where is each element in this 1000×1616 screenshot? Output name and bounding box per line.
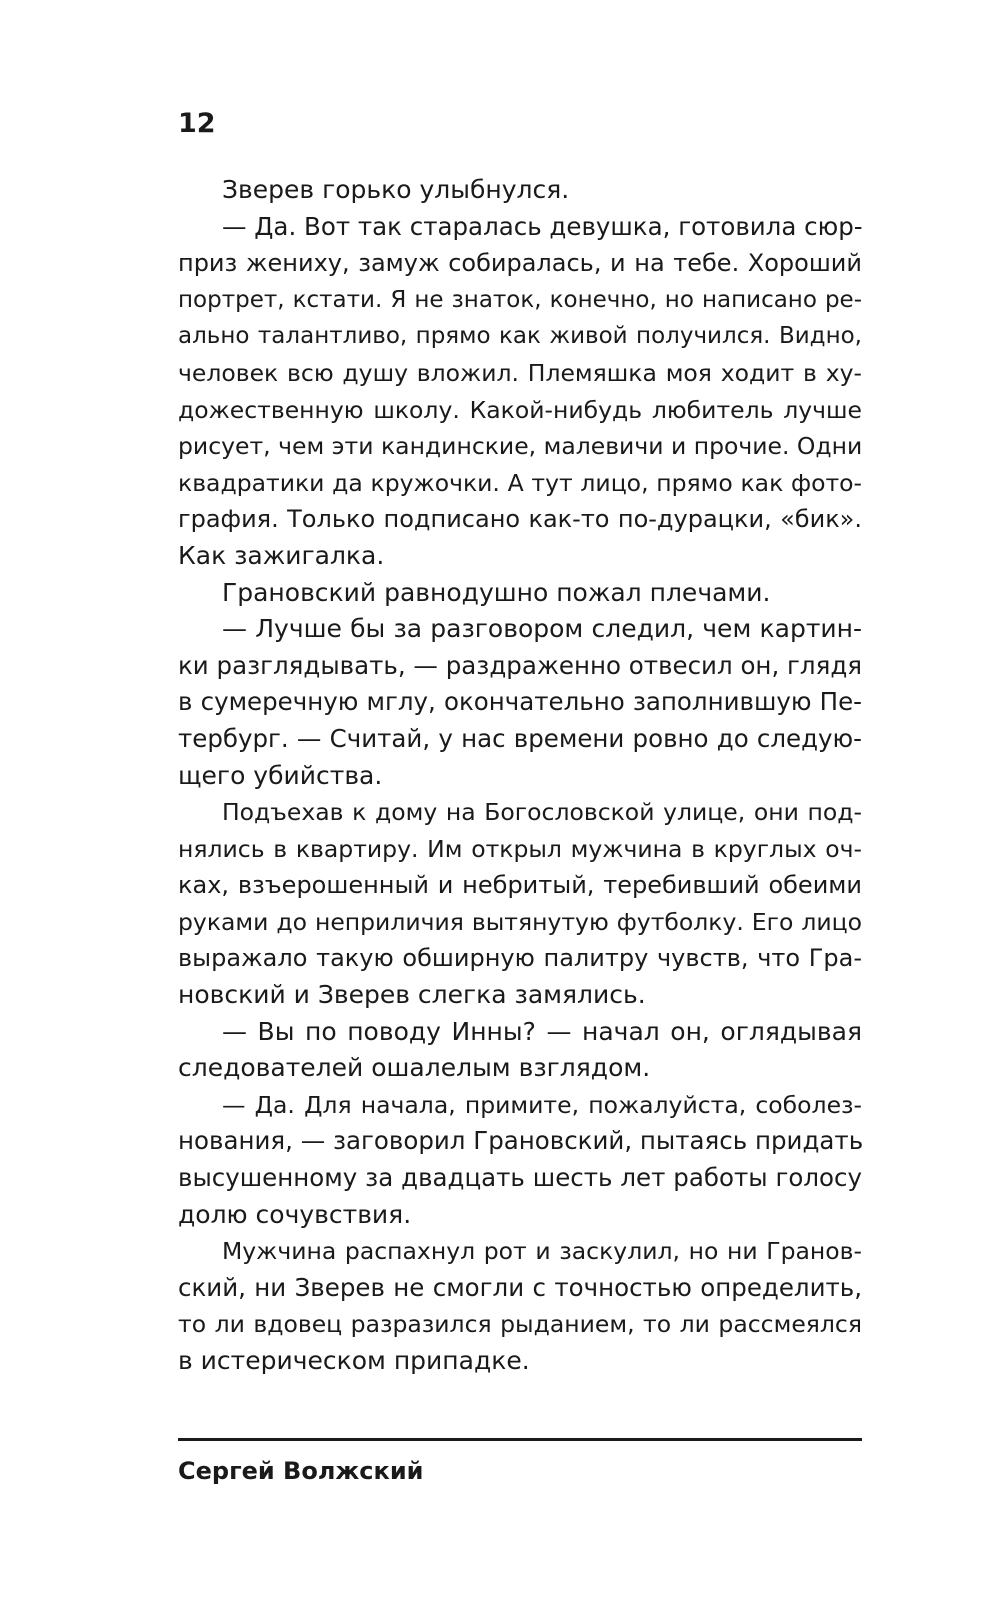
text-line: тербург. — Считай, у нас времени ровно до следую- bbox=[178, 723, 862, 753]
text-line: выражало такую обширную палитру чувств, что Гра- bbox=[178, 944, 862, 973]
text-line: нялись в квартиру. Им открыл мужчина в круглых оч- bbox=[178, 834, 862, 863]
text-line: ках, взъерошенный и небритый, теребивший обеими bbox=[178, 871, 862, 900]
text-line: Мужчина распахнул рот и заскулил, но ни Гранов- bbox=[222, 1237, 862, 1266]
text-line: — Да. Вот так старалась девушка, готовила сюр- bbox=[222, 211, 863, 241]
text-line: приз жениху, замуж собиралась, и на тебе. Хороший bbox=[178, 249, 862, 278]
running-footer-author: Сергей Волжский bbox=[178, 1457, 424, 1485]
text-line: в сумеречную мглу, окончательно заполнившую Пе- bbox=[178, 687, 862, 717]
text-line: Зверев горько улыбнулся. bbox=[222, 175, 570, 204]
text-line: рисует, чем эти кандинские, малевичи и прочие. Одни bbox=[178, 432, 863, 461]
text-line: то ли вдовец разразился рыданием, то ли рассмеялся bbox=[178, 1310, 862, 1339]
text-line: ский, ни Зверев не смогли с точностью определить, bbox=[178, 1272, 862, 1302]
text-line: Как зажигалка. bbox=[178, 540, 385, 570]
text-line: руками до неприличия вытянутую футболку. Его лицо bbox=[178, 907, 862, 936]
text-line: — Вы по поводу Инны? — начал он, оглядывая bbox=[222, 1016, 862, 1046]
text-line: щего убийства. bbox=[178, 760, 383, 790]
text-line: ки разглядывать, — раздраженно отвесил он, глядя bbox=[178, 650, 862, 680]
text-line: портрет, кстати. Я не знаток, конечно, но написано ре- bbox=[178, 286, 862, 313]
text-line: дожественную школу. Какой-нибудь любитель лучше bbox=[178, 395, 862, 424]
text-line: нования, — заговорил Грановский, пытаясь придать bbox=[178, 1126, 864, 1156]
text-line: следователей ошалелым взглядом. bbox=[178, 1053, 651, 1083]
text-line: высушенному за двадцать шесть лет работы голосу bbox=[178, 1163, 862, 1193]
page-number: 12 bbox=[178, 108, 216, 139]
text-line: человек всю душу вложил. Племяшка моя ходит в ху- bbox=[178, 358, 862, 387]
text-line: новский и Зверев слегка замялись. bbox=[178, 980, 646, 1010]
body-text bbox=[178, 172, 862, 1380]
text-line: — Лучше бы за разговором следил, чем картин- bbox=[222, 614, 862, 644]
text-line: графия. Только подписано как-то по-дурацки, «бик». bbox=[178, 505, 862, 534]
text-line: Подъехав к дому на Богословской улице, они под- bbox=[222, 798, 862, 827]
text-line: ально талантливо, прямо как живой получился. Видно, bbox=[178, 323, 862, 350]
text-line: в истерическом припадке. bbox=[178, 1346, 530, 1375]
footer-rule bbox=[178, 1438, 862, 1441]
text-line: квадратики да кружочки. А тут лицо, прямо как фото- bbox=[178, 468, 862, 497]
text-line: долю сочувствия. bbox=[178, 1199, 412, 1229]
text-line: — Да. Для начала, примите, пожалуйста, соболез- bbox=[222, 1090, 862, 1119]
text-line: Грановский равнодушно пожал плечами. bbox=[222, 577, 771, 607]
